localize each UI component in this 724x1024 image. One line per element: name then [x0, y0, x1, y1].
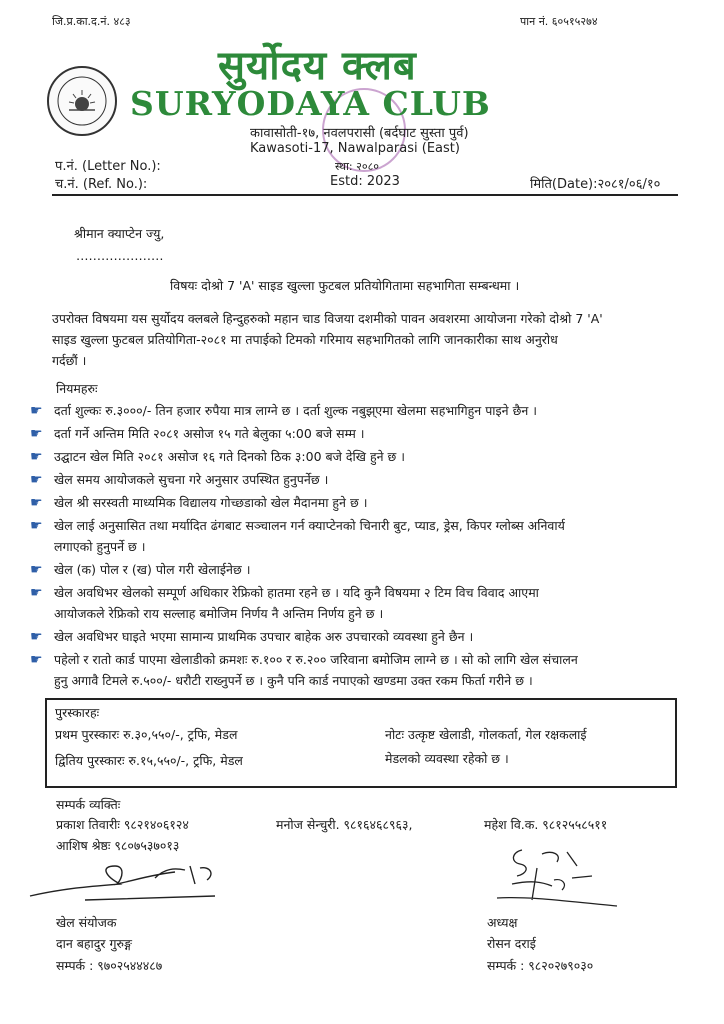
prize-note-line-1: नोटः उत्कृष्ट खेलाडी, गोलकर्ता, गेल रक्षकलाई	[385, 727, 587, 742]
first-prize: प्रथम पुरस्कारः रु.३०,५५०/-, ट्रफि, मेडल	[55, 727, 238, 742]
coordinator-signature	[25, 856, 225, 906]
body-line-1: उपरोक्त विषयमा यस सुर्योदय क्लबले हिन्दुहरुको महान चाड विजया दशमीको पावन अवशरमा आयोजना गरेको दोश्रो 7 'A'	[52, 311, 603, 326]
rules-heading: नियमहरुः	[56, 381, 98, 396]
prizes-heading: पुरस्कारहः	[55, 705, 100, 720]
president-role: अध्यक्ष	[487, 915, 518, 930]
president-contact: सम्पर्क : ९८२०२७९०३०	[487, 958, 594, 973]
rule-item: ☛ खेल लाई अनुसासित तथा मर्यादित ढंगबाट सञ्चालन गर्न क्याप्टेनको चिनारी बुट, प्याड, ड्रेस, किपर ग्लोब्स अनिवार्य	[30, 518, 565, 534]
body-line-2: साइड खुल्ला फुटबल प्रतियोगिता-२०८१ मा तपाईको टिमको गरिमाय सहभागितको लागि जानकारीका साथ अनुरोध	[52, 332, 558, 347]
body-line-3: गर्दछौं ।	[52, 353, 87, 368]
coordinator-role: खेल संयोजक	[56, 915, 117, 930]
pointing-hand-icon: ☛	[30, 562, 43, 578]
club-name-nepali: सुर्योदय क्लब	[218, 42, 417, 89]
contacts-heading: सम्पर्क व्यक्तिः	[56, 797, 121, 812]
sun-emblem-icon	[49, 68, 115, 134]
rule-item-continuation: लगाएको हुनुपर्ने छ ।	[54, 539, 146, 554]
club-logo	[47, 66, 117, 136]
reference-number: च.नं. (Ref. No.):	[55, 177, 148, 192]
rule-item: ☛ खेल (क) पोल र (ख) पोल गरी खेलाईनेछ ।	[30, 562, 251, 578]
established-nepali: स्था: २०८०	[335, 160, 380, 173]
president-name: रोसन दराई	[487, 936, 536, 951]
prize-box	[45, 698, 677, 788]
rule-item: ☛ खेल अवधिभर घाइते भएमा सामान्य प्राथमिक उपचार बाहेक अरु उपचारको व्यवस्था हुने छैन ।	[30, 629, 474, 645]
contact-person-2: मनोज सेन्चुरी. ९८१६४६८९६३,	[276, 817, 413, 832]
pointing-hand-icon: ☛	[30, 585, 43, 601]
rule-item: ☛ खेल अवधिभर खेलको सम्पूर्ण अधिकार रेफ्रिको हातमा रहने छ । यदि कुनै विषयमा २ टिम विच विवाद आएमा	[30, 585, 539, 601]
letter-number: प.नं. (Letter No.):	[55, 159, 161, 174]
salutation: श्रीमान क्याप्टेन ज्यु,	[74, 226, 165, 241]
contact-person-1: प्रकाश तिवारीः ९८२१४०६१२४	[56, 817, 189, 832]
contact-person-4: आशिष श्रेष्ठः ९८०७५३७०१३	[56, 838, 180, 853]
addressee-dots: …………………	[76, 248, 164, 263]
header-divider	[52, 194, 678, 196]
rule-item: ☛ खेल श्री सरस्वती माध्यमिक विद्यालय गोच्छडाको खेल मैदानमा हुने छ ।	[30, 495, 368, 511]
coordinator-name: दान बहादुर गुरुङ्ग	[56, 936, 132, 951]
pointing-hand-icon: ☛	[30, 629, 43, 645]
rule-item: ☛ खेल समय आयोजकले सुचना गरे अनुसार उपस्थित हुनुपर्नेछ ।	[30, 472, 329, 488]
pointing-hand-icon: ☛	[30, 472, 43, 488]
rule-item-continuation: हुनु अगावै टिमले रु.५००/- धरौटी राख्नुपर्ने छ । कुनै पनि कार्ड नपाएको खण्डमा उक्त रकम फिर्ता गरीने छ ।	[54, 673, 533, 688]
pointing-hand-icon: ☛	[30, 449, 43, 465]
rule-item: ☛ पहेलो र रातो कार्ड पाएमा खेलाडीको क्रमशः रु.१०० र रु.२०० जरिवाना बमोजिम लाग्ने छ । सो को लागि खेल संचालन	[30, 652, 578, 668]
rule-item: ☛ उद्घाटन खेल मिति २०८१ असोज १६ गते दिनको ठिक ३:00 बजे देखि हुने छ ।	[30, 449, 406, 465]
president-signature	[482, 840, 622, 910]
address-english: Kawasoti-17, Nawalparasi (East)	[250, 141, 460, 156]
club-name-english: SURYODAYA CLUB	[130, 84, 491, 123]
pointing-hand-icon: ☛	[30, 495, 43, 511]
established-english: Estd: 2023	[330, 174, 400, 189]
pointing-hand-icon: ☛	[30, 518, 43, 534]
rule-item: ☛ दर्ता शुल्कः रु.३०००/- तिन हजार रुपैया मात्र लाग्ने छ । दर्ता शुल्क नबुझ्एमा खेलमा सहभागिहुन पाइने छैन ।	[30, 403, 537, 419]
pan-number: पान नं. ६०५१५२७४	[520, 15, 598, 28]
address-nepali: कावासोती-१७, नवलपरासी (बर्दघाट सुस्ता पुर्व)	[250, 126, 469, 141]
rule-item-continuation: आयोजकले रेफ्रिको राय सल्लाह बमोजिम निर्णय नै अन्तिम निर्णय हुने छ ।	[54, 606, 384, 621]
letter-date: मिति(Date):२०८१/०६/१०	[530, 177, 661, 192]
second-prize: द्वितिय पुरस्कारः रु.१५,५५०/-, ट्रफि, मेडल	[55, 753, 243, 768]
pointing-hand-icon: ☛	[30, 403, 43, 419]
coordinator-contact: सम्पर्क : ९७०२५४४४८७	[56, 958, 163, 973]
pointing-hand-icon: ☛	[30, 652, 43, 668]
registration-number: जि.प्र.का.द.नं. ४८३	[52, 15, 131, 28]
rule-item: ☛ दर्ता गर्ने अन्तिम मिति २०८१ असोज १५ गते बेलुका ५:00 बजे सम्म ।	[30, 426, 365, 442]
subject-line: विषयः दोश्रो 7 'A' साइड खुल्ला फुटबल प्रतियोगितामा सहभागिता सम्बन्धमा ।	[170, 278, 520, 293]
contact-person-3: महेश वि.क. ९८१२५५८५११	[484, 817, 608, 832]
prize-note-line-2: मेडलको व्यवस्था रहेको छ ।	[385, 751, 509, 766]
pointing-hand-icon: ☛	[30, 426, 43, 442]
